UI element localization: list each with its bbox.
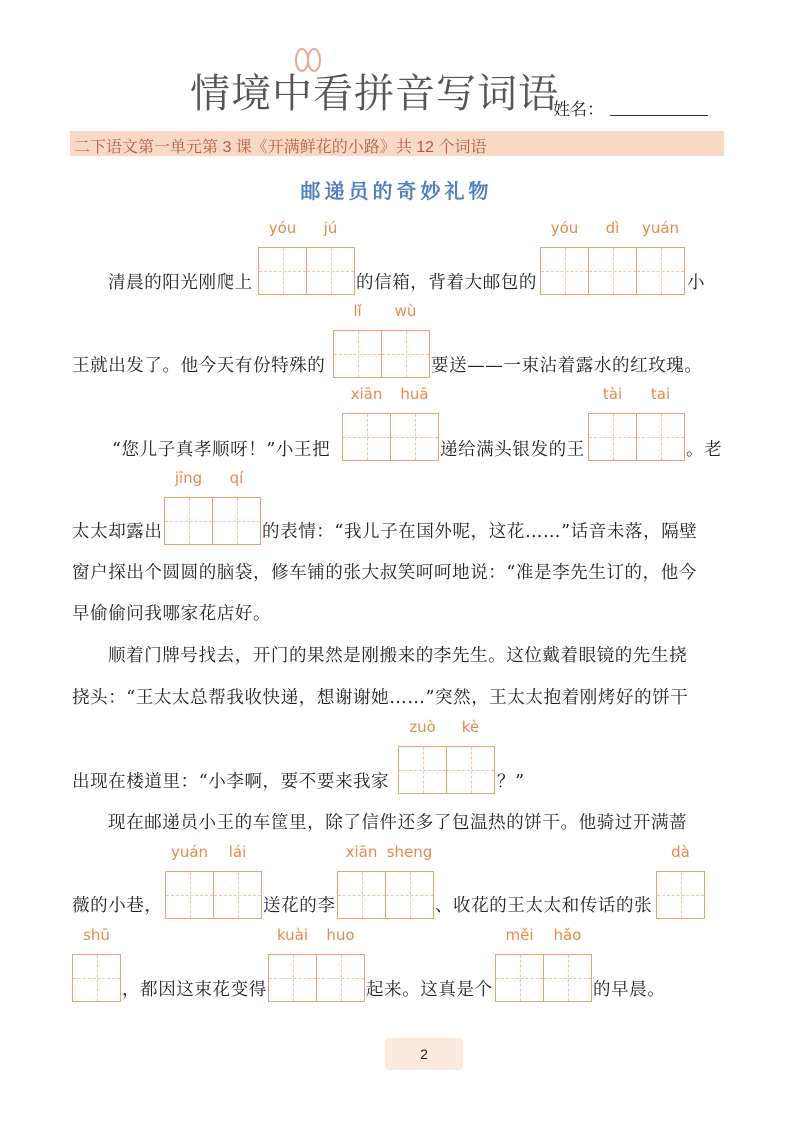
pinyin-label: jú — [323, 219, 338, 237]
writing-cell[interactable] — [166, 843, 214, 918]
pinyin-blank[interactable] — [656, 843, 705, 919]
pinyin-blank[interactable] — [495, 926, 592, 1002]
text-line: 现在邮递员小王的车筐里，除了信件还多了包温热的饼干。他骑过开满蔷 — [108, 813, 688, 833]
writing-cell[interactable] — [382, 302, 429, 377]
name-label: 姓名： — [553, 100, 604, 120]
pinyin-label: hǎo — [553, 926, 582, 944]
pinyin-blank[interactable] — [342, 385, 439, 461]
pinyin-label: kè — [461, 718, 480, 736]
pinyin-label: lǐ — [353, 302, 362, 320]
pinyin-label: huo — [326, 926, 355, 944]
text-line: 薇的小巷， — [72, 896, 163, 916]
pinyin-label: yóu — [550, 219, 579, 237]
pinyin-label: yuán — [641, 219, 680, 237]
writing-cell[interactable] — [343, 385, 391, 460]
pinyin-label: tai — [650, 385, 671, 403]
pinyin-label: dà — [671, 843, 690, 861]
writing-cell[interactable] — [269, 926, 317, 1001]
writing-cell[interactable] — [317, 926, 364, 1001]
writing-cell[interactable] — [399, 718, 447, 793]
text-line: 的早晨。 — [593, 980, 666, 1000]
text-line: 递给满头银发的王 — [440, 440, 585, 460]
writing-cell[interactable] — [338, 843, 386, 918]
writing-cell[interactable] — [213, 469, 260, 544]
pinyin-label: sheng — [386, 843, 433, 861]
page-number: 2 — [385, 1038, 463, 1070]
pinyin-blank[interactable] — [258, 219, 355, 295]
pinyin-label: kuài — [276, 926, 309, 944]
text-line: ，都因这束花变得 — [122, 980, 267, 1000]
text-line: 窗户探出个圆圆的脑袋，修车铺的张大叔笑呵呵地说：“准是李先生订的，他今 — [72, 563, 697, 583]
writing-cell[interactable] — [307, 219, 354, 294]
logo-title: 情境中看拼音写词语 — [190, 71, 559, 117]
pinyin-label: wù — [394, 302, 417, 320]
story-title: 邮递员的奇妙礼物 — [300, 179, 493, 203]
pinyin-label: yuán — [170, 843, 209, 861]
name-input-line[interactable] — [610, 115, 708, 116]
pinyin-label: shū — [83, 926, 110, 944]
pinyin-blank[interactable] — [540, 219, 685, 295]
writing-cell[interactable] — [544, 926, 591, 1001]
text-line: 顺着门牌号找去，开门的果然是刚搬来的李先生。这位戴着眼镜的先生挠 — [108, 646, 688, 666]
pinyin-label: zuò — [409, 718, 436, 736]
pinyin-blank[interactable] — [337, 843, 434, 919]
text-line: ？” — [497, 772, 525, 792]
writing-cell[interactable] — [657, 843, 704, 918]
writing-cell[interactable] — [165, 469, 213, 544]
pinyin-blank[interactable] — [588, 385, 685, 461]
text-line: 太太却露出 — [72, 522, 163, 542]
text-line: 挠头：“王太太总帮我收快递，想谢谢她……”突然，王太太抱着刚烤好的饼干 — [72, 688, 689, 708]
writing-cell[interactable] — [447, 718, 494, 793]
writing-cell[interactable] — [637, 385, 684, 460]
pinyin-label: huā — [400, 385, 429, 403]
text-line: 清晨的阳光刚爬上 — [108, 273, 253, 293]
writing-cell[interactable] — [386, 843, 433, 918]
text-line: 的表情：“我儿子在国外呢，这花……”话音未落，隔壁 — [262, 522, 698, 542]
pinyin-blank[interactable] — [165, 843, 262, 919]
text-line: 、收花的王太太和传话的张 — [435, 896, 653, 916]
writing-cell[interactable] — [73, 926, 120, 1001]
writing-cell[interactable] — [541, 219, 589, 294]
pinyin-label: yóu — [268, 219, 297, 237]
writing-cell[interactable] — [637, 219, 684, 294]
text-line: 的信箱，背着大邮包的 — [356, 273, 537, 293]
pinyin-blank[interactable] — [268, 926, 365, 1002]
text-line: 出现在楼道里：“小李啊，要不要来我家 — [72, 772, 390, 792]
text-line: 。老 — [686, 440, 723, 460]
writing-cell[interactable] — [589, 219, 637, 294]
writing-cell[interactable] — [259, 219, 307, 294]
pinyin-blank[interactable] — [333, 302, 430, 378]
text-line: 要送——一束沾着露水的红玫瑰。 — [431, 356, 703, 376]
pinyin-label: lái — [228, 843, 247, 861]
writing-cell[interactable] — [496, 926, 544, 1001]
pinyin-label: xiān — [350, 385, 383, 403]
pinyin-blank[interactable] — [398, 718, 495, 794]
pinyin-label: tài — [602, 385, 623, 403]
writing-cell[interactable] — [214, 843, 261, 918]
pinyin-blank[interactable] — [164, 469, 261, 545]
pinyin-label: xiān — [345, 843, 378, 861]
writing-cell[interactable] — [391, 385, 438, 460]
pinyin-label: qí — [229, 469, 244, 487]
text-line: 王就出发了。他今天有份特殊的 — [72, 356, 326, 376]
pinyin-label: dì — [605, 219, 620, 237]
pinyin-blank[interactable] — [72, 926, 121, 1002]
text-line: 送花的李 — [263, 896, 336, 916]
text-line: 起来。这真是个 — [366, 980, 493, 1000]
writing-cell[interactable] — [334, 302, 382, 377]
bunny-ears-icon — [290, 48, 326, 74]
text-line: 小 — [687, 273, 706, 293]
pinyin-label: jīng — [174, 469, 203, 487]
writing-cell[interactable] — [589, 385, 637, 460]
text-line: “您儿子真孝顺呀！”小王把 — [112, 440, 331, 460]
pinyin-label: měi — [505, 926, 534, 944]
lesson-banner-text: 二下语文第一单元第 3 课《开满鲜花的小路》共 12 个词语 — [74, 139, 487, 156]
text-line: 早偷偷问我哪家花店好。 — [72, 604, 272, 624]
lesson-banner — [70, 131, 724, 156]
